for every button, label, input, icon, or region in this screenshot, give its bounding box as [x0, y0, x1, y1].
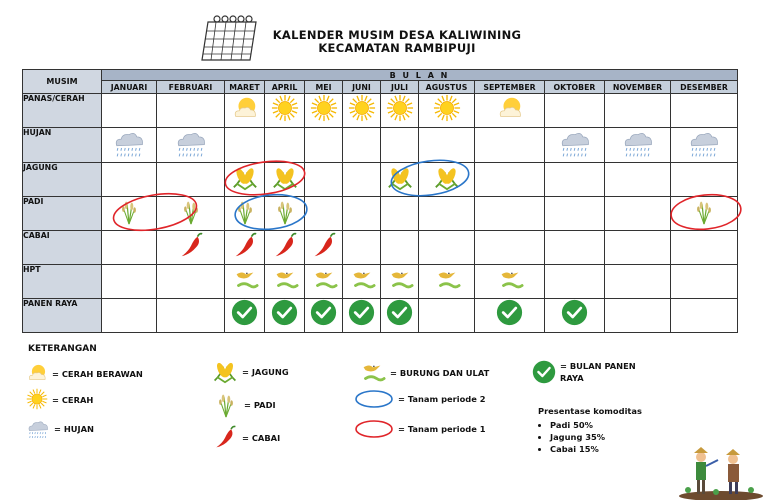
chili-icon: [231, 231, 259, 264]
rain-cloud-icon: [174, 128, 208, 162]
rice-icon: [212, 390, 240, 420]
table-cell: [381, 298, 419, 332]
table-row: [23, 298, 738, 332]
table-cell: [225, 94, 265, 128]
table-cell: [545, 196, 605, 230]
pest-icon: [496, 265, 524, 298]
table-cell: [671, 162, 738, 196]
corn-icon: [386, 163, 414, 196]
table-cell: [157, 128, 225, 163]
table-cell: [157, 94, 225, 128]
month-header-november: NOVEMBER: [605, 81, 671, 94]
legend-padi: [212, 390, 276, 420]
table-cell: [225, 162, 265, 196]
chili-icon: [271, 231, 299, 264]
table-row: [23, 264, 738, 298]
legend-panen: [532, 360, 636, 386]
month-header-februari: FEBRUARI: [157, 81, 225, 94]
table-cell: [265, 264, 305, 298]
month-header-desember: DESEMBER: [671, 81, 738, 94]
row-label: HUJAN: [23, 128, 102, 163]
table-row: [23, 230, 738, 264]
table-cell: [265, 162, 305, 196]
table-cell: [343, 162, 381, 196]
sun-icon: [310, 94, 338, 127]
table-cell: [343, 264, 381, 298]
pest-icon: [386, 265, 414, 298]
table-cell: [225, 230, 265, 264]
check-icon: [532, 360, 556, 386]
table-cell: [419, 94, 475, 128]
title-line-2: KECAMATAN RAMBIPUJI: [318, 41, 476, 55]
month-header-april: APRIL: [265, 81, 305, 94]
table-cell: [381, 128, 419, 163]
table-cell: [475, 298, 545, 332]
rain-cloud-icon: [621, 128, 655, 162]
table-cell: [671, 128, 738, 163]
sun-icon: [386, 94, 414, 127]
chili-icon: [212, 424, 238, 452]
pest-icon: [358, 358, 386, 388]
table-cell: [419, 196, 475, 230]
title-line-1: KALENDER MUSIM DESA KALIWINING: [272, 28, 522, 42]
table-row: [23, 94, 738, 128]
table-cell: [381, 162, 419, 196]
legend-panen-label-1: = BULAN PANEN: [560, 361, 636, 371]
table-cell: [305, 264, 343, 298]
month-header-juni: JUNI: [343, 81, 381, 94]
table-cell: [102, 264, 157, 298]
sun-icon: [433, 94, 461, 127]
table-cell: [225, 264, 265, 298]
table-cell: [475, 162, 545, 196]
check-icon: [496, 299, 523, 331]
check-icon: [348, 299, 375, 331]
presentase-komoditas: [538, 406, 642, 456]
pest-icon: [231, 265, 259, 298]
check-icon: [271, 299, 298, 331]
table-cell: [419, 128, 475, 163]
legend-periode-1-label: = Tanam periode 1: [398, 424, 486, 434]
table-cell: [545, 162, 605, 196]
rain-cloud-icon: [558, 128, 592, 162]
table-cell: [102, 162, 157, 196]
table-cell: [265, 196, 305, 230]
row-label: HPT: [23, 264, 102, 298]
pest-icon: [310, 265, 338, 298]
season-calendar-table: [22, 69, 738, 333]
table-cell: [102, 94, 157, 128]
table-cell: [343, 230, 381, 264]
rice-icon: [271, 197, 299, 230]
table-cell: [225, 196, 265, 230]
table-cell: [157, 264, 225, 298]
presentase-item: • Jagung 35%: [550, 432, 642, 442]
table-cell: [671, 230, 738, 264]
legend-padi-label: = PADI: [244, 400, 276, 410]
table-cell: [265, 94, 305, 128]
table-cell: [343, 128, 381, 163]
corn-icon: [433, 163, 461, 196]
table-cell: [605, 196, 671, 230]
table-cell: [605, 162, 671, 196]
table-cell: [545, 264, 605, 298]
table-cell: [157, 196, 225, 230]
table-cell: [157, 230, 225, 264]
month-header-oktober: OKTOBER: [545, 81, 605, 94]
pest-icon: [271, 265, 299, 298]
table-cell: [102, 298, 157, 332]
pest-icon: [348, 265, 376, 298]
table-cell: [475, 264, 545, 298]
table-cell: [102, 128, 157, 163]
rice-icon: [177, 197, 205, 230]
legend-cabai-label: = CABAI: [242, 433, 281, 443]
check-icon: [231, 299, 258, 331]
chili-icon: [310, 231, 338, 264]
table-cell: [419, 264, 475, 298]
table-cell: [475, 128, 545, 163]
table-cell: [381, 264, 419, 298]
month-header-maret: MARET: [225, 81, 265, 94]
legend-hpt-label: = BURUNG DAN ULAT: [390, 368, 490, 378]
rice-icon: [690, 197, 718, 230]
table-cell: [265, 298, 305, 332]
table-cell: [305, 128, 343, 163]
month-header-agustus: AGUSTUS: [419, 81, 475, 94]
table-cell: [381, 94, 419, 128]
table-cell: [671, 94, 738, 128]
table-cell: [605, 230, 671, 264]
month-header-januari: JANUARI: [102, 81, 157, 94]
rice-icon: [115, 197, 143, 230]
legend-cerah-berawan-label: = CERAH BERAWAN: [52, 369, 143, 379]
legend-hujan-label: = HUJAN: [54, 424, 94, 435]
table-cell: [419, 230, 475, 264]
corn-icon: [212, 358, 238, 386]
table-cell: [419, 298, 475, 332]
table-cell: [671, 264, 738, 298]
page-title: [262, 29, 532, 55]
row-label: JAGUNG: [23, 162, 102, 196]
table-cell: [102, 196, 157, 230]
rain-cloud-icon: [687, 128, 721, 162]
row-label: PANAS/CERAH: [23, 94, 102, 128]
table-cell: [475, 230, 545, 264]
legend-cabai: [212, 424, 280, 452]
table-cell: [343, 298, 381, 332]
presentase-item: • Cabai 15%: [550, 444, 642, 454]
rain-cloud-icon: [112, 128, 146, 162]
table-cell: [381, 196, 419, 230]
table-cell: [265, 128, 305, 163]
table-cell: [545, 128, 605, 163]
check-icon: [561, 299, 588, 331]
legend-cerah: [26, 388, 93, 412]
cloudy-sun-icon: [496, 94, 524, 127]
month-header-juli: JULI: [381, 81, 419, 94]
table-cell: [157, 162, 225, 196]
legend-jagung: [212, 358, 289, 386]
rice-icon: [231, 197, 259, 230]
legend-periode-2-label: = Tanam periode 2: [398, 394, 486, 404]
table-cell: [381, 230, 419, 264]
table-cell: [305, 162, 343, 196]
blue-oval-icon: [354, 388, 394, 410]
table-cell: [475, 196, 545, 230]
table-cell: [475, 94, 545, 128]
table-cell: [225, 128, 265, 163]
table-row: [23, 162, 738, 196]
table-row: [23, 196, 738, 230]
table-cell: [605, 298, 671, 332]
month-header-mei: MEI: [305, 81, 343, 94]
red-oval-icon: [354, 418, 394, 440]
cloudy-sun-icon: [26, 362, 48, 386]
table-cell: [671, 298, 738, 332]
table-cell: [305, 230, 343, 264]
table-cell: [671, 196, 738, 230]
presentase-title: Presentase komoditas: [538, 406, 642, 416]
legend-cerah-berawan: [26, 362, 143, 386]
table-cell: [605, 128, 671, 163]
check-icon: [310, 299, 337, 331]
row-label: CABAI: [23, 230, 102, 264]
row-label: PANEN RAYA: [23, 298, 102, 332]
table-cell: [605, 264, 671, 298]
legend-jagung-label: = JAGUNG: [242, 367, 289, 377]
header-musim: MUSIM: [23, 70, 102, 94]
legend-periode-2: [354, 388, 486, 410]
calendar-icon: [200, 14, 258, 64]
cloudy-sun-icon: [231, 94, 259, 127]
presentase-item: • Padi 50%: [550, 420, 642, 430]
row-label: PADI: [23, 196, 102, 230]
header-bulan: B U L A N: [102, 70, 738, 81]
legend-title: KETERANGAN: [28, 344, 97, 354]
table-cell: [157, 298, 225, 332]
month-header-september: SEPTEMBER: [475, 81, 545, 94]
legend-cerah-label: = CERAH: [52, 395, 94, 405]
table-cell: [343, 94, 381, 128]
sun-icon: [271, 94, 299, 127]
corn-icon: [231, 163, 259, 196]
legend-hujan: [26, 418, 94, 440]
chili-icon: [177, 231, 205, 264]
sun-icon: [348, 94, 376, 127]
table-cell: [225, 298, 265, 332]
legend-panen-label-2: RAYA: [560, 373, 584, 383]
corn-icon: [271, 163, 299, 196]
table-cell: [305, 298, 343, 332]
check-icon: [386, 299, 413, 331]
farmers-illustration: [676, 440, 766, 500]
table-cell: [605, 94, 671, 128]
table-cell: [545, 230, 605, 264]
table-cell: [419, 162, 475, 196]
rain-cloud-icon: [26, 418, 50, 440]
table-cell: [545, 298, 605, 332]
table-cell: [545, 94, 605, 128]
table-cell: [102, 230, 157, 264]
table-cell: [305, 196, 343, 230]
legend-periode-1: [354, 418, 486, 440]
table-cell: [305, 94, 343, 128]
table-row: [23, 128, 738, 163]
legend-hpt: [358, 358, 489, 388]
sun-icon: [26, 388, 48, 412]
table-cell: [343, 196, 381, 230]
table-cell: [265, 230, 305, 264]
pest-icon: [433, 265, 461, 298]
